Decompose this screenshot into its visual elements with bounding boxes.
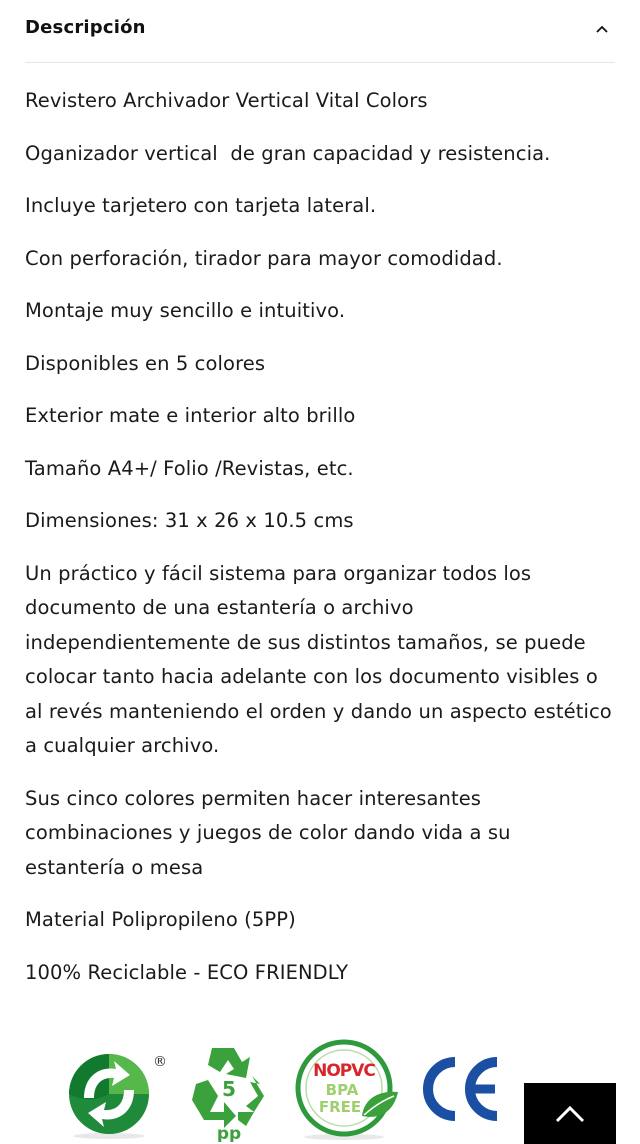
description-section-header[interactable]: [25, 0, 615, 63]
description-paragraph: Tamaño A4+/ Folio /Revistas, etc.: [25, 456, 354, 480]
description-paragraph: Disponibles en 5 colores: [25, 351, 266, 375]
description-paragraph: Incluye tarjetero con tarjeta lateral.: [25, 194, 377, 217]
svg-text:BPA: BPA: [325, 1081, 359, 1099]
recycle-5pp-icon: [188, 1040, 270, 1142]
ce-mark-icon: [415, 1054, 505, 1124]
svg-text:NOPVC: NOPVC: [313, 1061, 375, 1081]
description-paragraph: Con perforación, tirador para mayor comodidad.: [25, 246, 503, 270]
chevron-up-icon[interactable]: [595, 22, 609, 36]
svg-text:®: ®: [153, 1054, 167, 1070]
section-title: Descripción: [25, 17, 146, 38]
svg-text:5: 5: [222, 1077, 236, 1101]
description-paragraph: Sus cinco colores permiten hacer interesantes combinaciones y juegos de color dando vida a su estantería o mesa: [25, 786, 517, 879]
description-paragraph: Oganizador vertical de gran capacidad y resistencia.: [25, 141, 551, 165]
description-paragraph: Dimensiones: 31 x 26 x 10.5 cms: [25, 509, 354, 532]
svg-text:PP: PP: [216, 1124, 242, 1142]
description-paragraph: Revistero Archivador Vertical Vital Colors: [25, 89, 428, 112]
svg-text:CE: CE: [415, 1054, 417, 1055]
description-paragraph: Exterior mate e interior alto brillo: [25, 404, 356, 427]
description-paragraph: Material Polipropileno (5PP): [25, 908, 296, 931]
green-dot-icon: [62, 1042, 172, 1142]
chevron-up-icon: [554, 1101, 586, 1125]
description-paragraph: Un práctico y fácil sistema para organizar todos los documento de una estantería o archivo independientemente de sus distintos tamaños, se puede colocar tanto hacia adelante con los documento visibles o al revés manteniendo el orden y dando un aspecto estético a cualquier archivo.: [25, 561, 619, 757]
svg-text:FREE: FREE: [318, 1098, 362, 1116]
nopvc-bpa-free-icon: [290, 1036, 402, 1142]
description-body: [25, 84, 619, 1008]
description-paragraph: Montaje muy sencillo e intuitivo.: [25, 299, 346, 322]
back-to-top-button[interactable]: [524, 1083, 616, 1144]
description-paragraph: 100% Reciclable - ECO FRIENDLY: [25, 960, 349, 984]
